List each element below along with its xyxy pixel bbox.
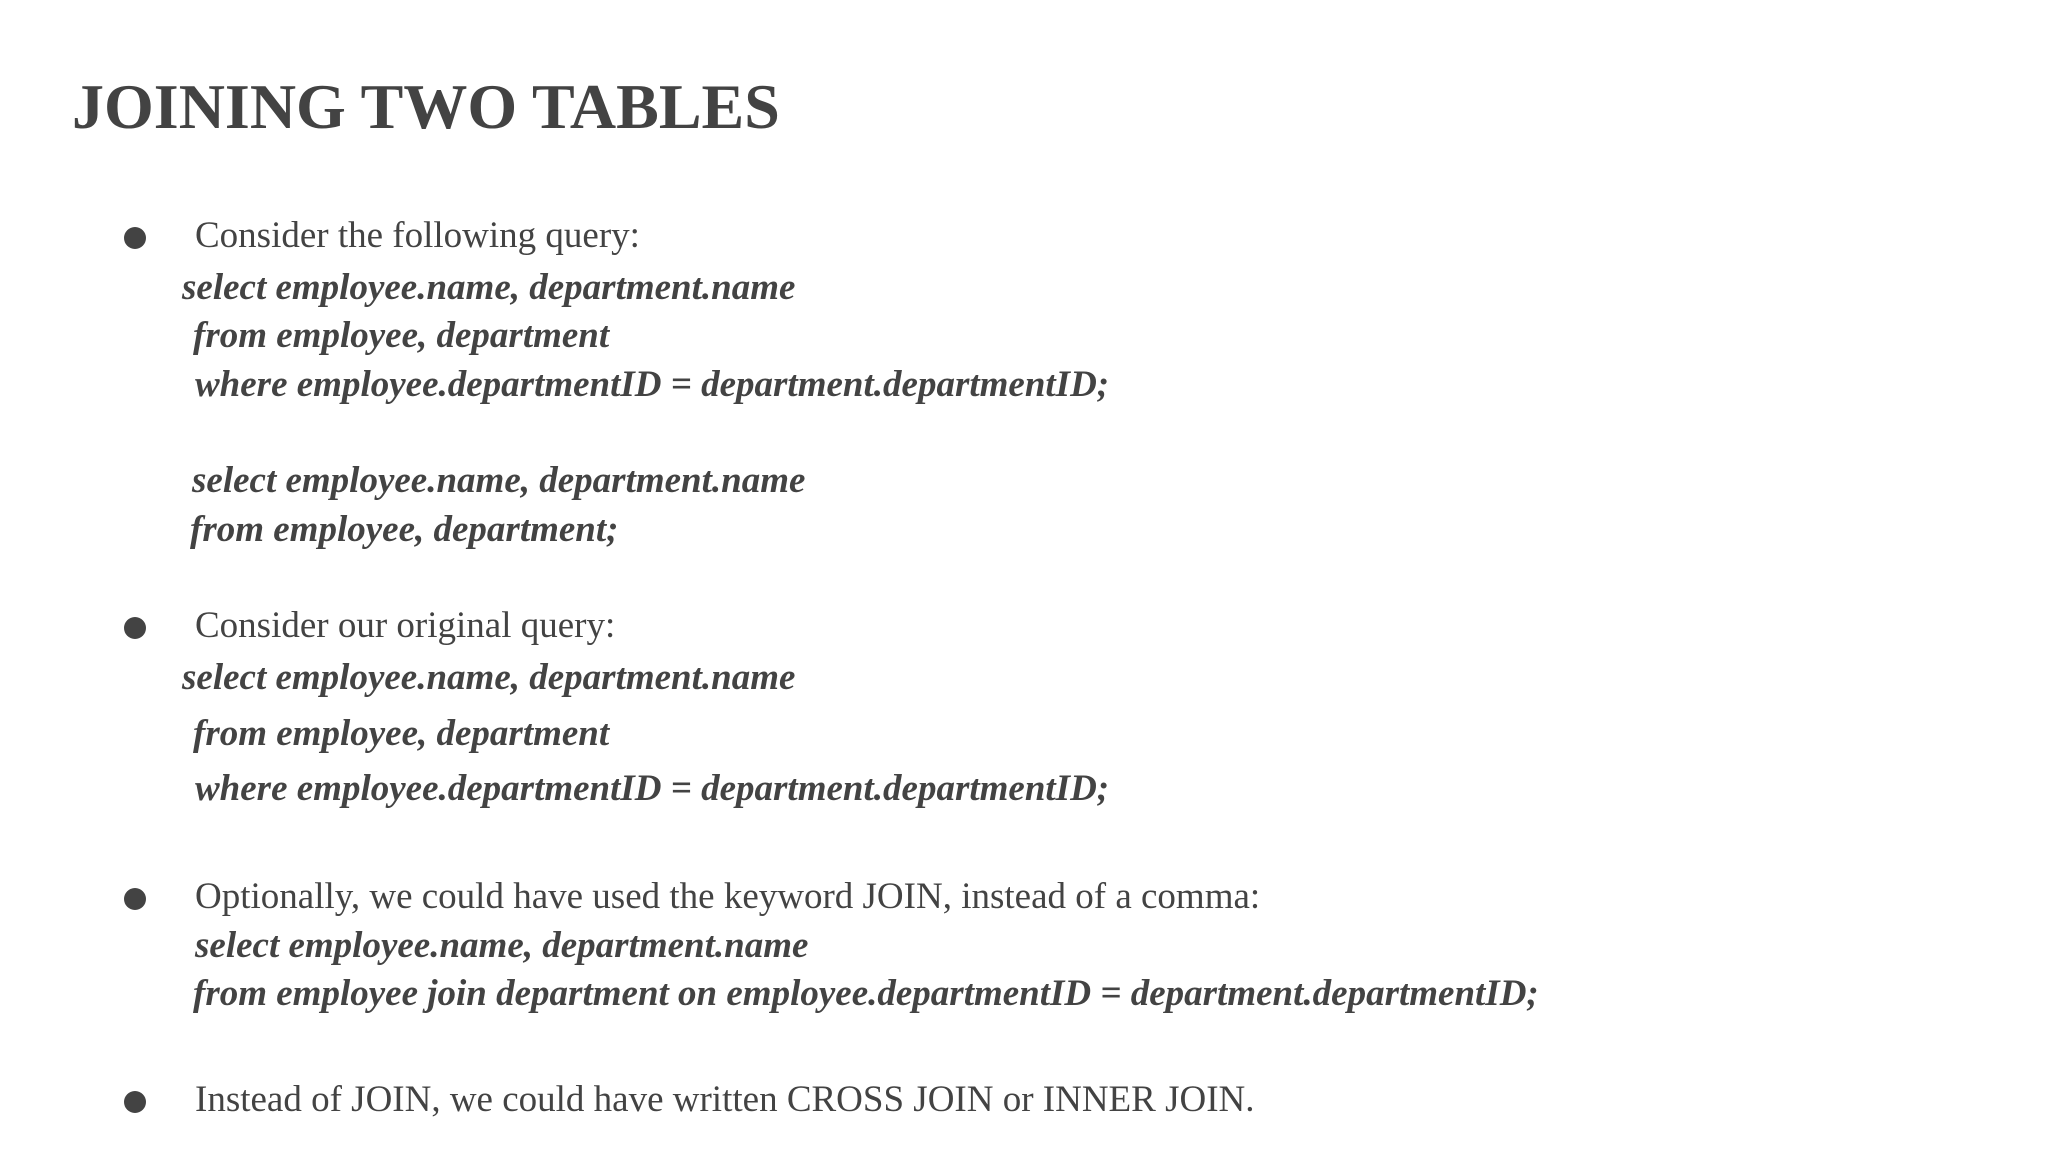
code-line: from employee join department on employee.departmentID = department.departmentID;: [193, 973, 1539, 1014]
bullet-dot: [124, 1091, 146, 1113]
bullet-text: Instead of JOIN, we could have written CROSS JOIN or INNER JOIN.: [195, 1079, 1255, 1120]
code-line: from employee, department: [193, 713, 610, 754]
slide-title: JOINING TWO TABLES: [72, 71, 780, 142]
code-line: select employee.name, department.name: [182, 267, 796, 308]
bullet-text: Optionally, we could have used the keyword JOIN, instead of a comma:: [195, 876, 1261, 917]
bullet-dot: [124, 888, 146, 910]
code-line: where employee.departmentID = department.departmentID;: [195, 364, 1110, 405]
code-line: select employee.name, department.name: [195, 925, 809, 966]
code-line: select employee.name, department.name: [192, 460, 806, 501]
bullet-text: Consider the following query:: [195, 215, 640, 256]
bullet-dot: [124, 617, 146, 639]
bullet-text: Consider our original query:: [195, 605, 616, 646]
bullet-dot: [124, 227, 146, 249]
code-line: select employee.name, department.name: [182, 657, 796, 698]
code-line: where employee.departmentID = department.departmentID;: [195, 768, 1110, 809]
code-line: from employee, department: [193, 315, 610, 356]
code-line: from employee, department;: [190, 509, 619, 550]
